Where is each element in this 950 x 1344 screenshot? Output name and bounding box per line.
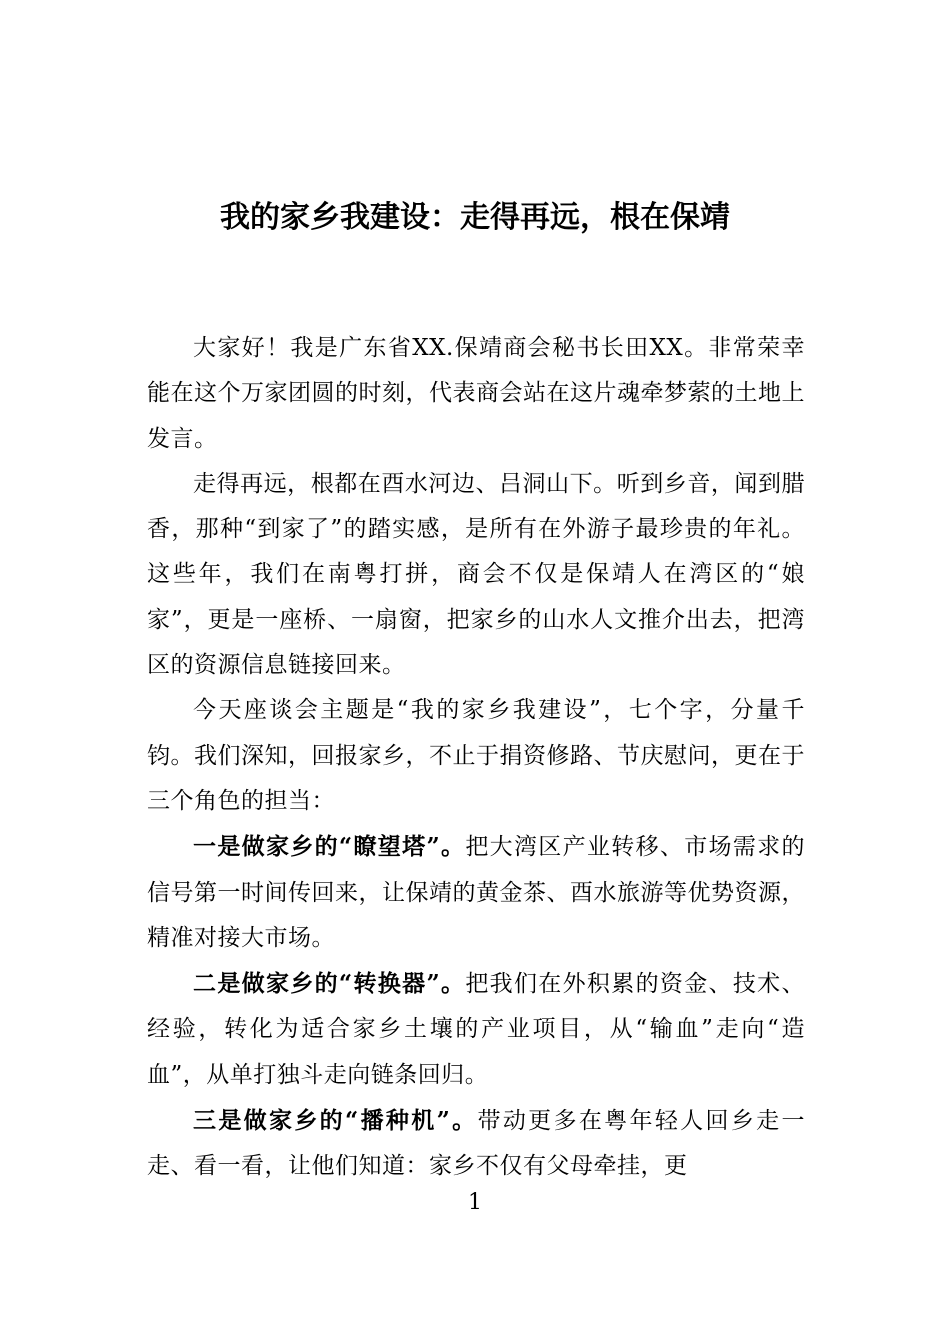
paragraph-role-three: [147, 1098, 805, 1190]
paragraph-text: 把我们在外积累的资金、技术、经验，转化为适合家乡土壤的产业项目，从“输血”走向“造血”，从单打独斗走向链条回归。: [147, 971, 806, 1088]
paragraph-hometown-roots: [147, 462, 805, 688]
paragraph-text: 今天座谈会主题是“我的家乡我建设”，七个字，分量千钧。我们深知，回报家乡，不止于捐资修路、节庆慰问，更在于三个角色的担当：: [147, 697, 805, 814]
document-body: [147, 326, 805, 1190]
paragraph-greeting: [147, 326, 805, 462]
paragraph-lead: 三是做家乡的“播种机”。: [193, 1107, 478, 1135]
document-title: 我的家乡我建设：走得再远，根在保靖: [220, 200, 730, 235]
paragraph-role-one: [147, 824, 805, 961]
page-number: 1: [468, 1190, 482, 1215]
paragraph-text: 走得再远，根都在酉水河边、吕洞山下。听到乡音，闻到腊香，那种“到家了”的踏实感，是所有在外游子最珍贵的年礼。这些年，我们在南粤打拼，商会不仅是保靖人在湾区的“娘家”，更是一座桥、一扇窗，把家乡的山水人文推介出去，把湾区的资源信息链接回来。: [147, 470, 805, 679]
paragraph-role-two: [147, 961, 805, 1098]
paragraph-lead: 一是做家乡的“瞭望塔”。: [193, 833, 466, 861]
paragraph-text: 带动更多在粤年轻人回乡走一走、看一看，让他们知道：家乡不仅有父母牵挂，更: [147, 1108, 806, 1180]
paragraph-theme: [147, 688, 805, 824]
paragraph-text: 大家好！我是广东省XX.保靖商会秘书长田XX。非常荣幸能在这个万家团圆的时刻，代表商会站在这片魂牵梦萦的土地上发言。: [147, 335, 805, 452]
paragraph-text: 把大湾区产业转移、市场需求的信号第一时间传回来，让保靖的黄金茶、酉水旅游等优势资源，精准对接大市场。: [147, 834, 806, 951]
paragraph-lead: 二是做家乡的“转换器”。: [193, 970, 466, 998]
